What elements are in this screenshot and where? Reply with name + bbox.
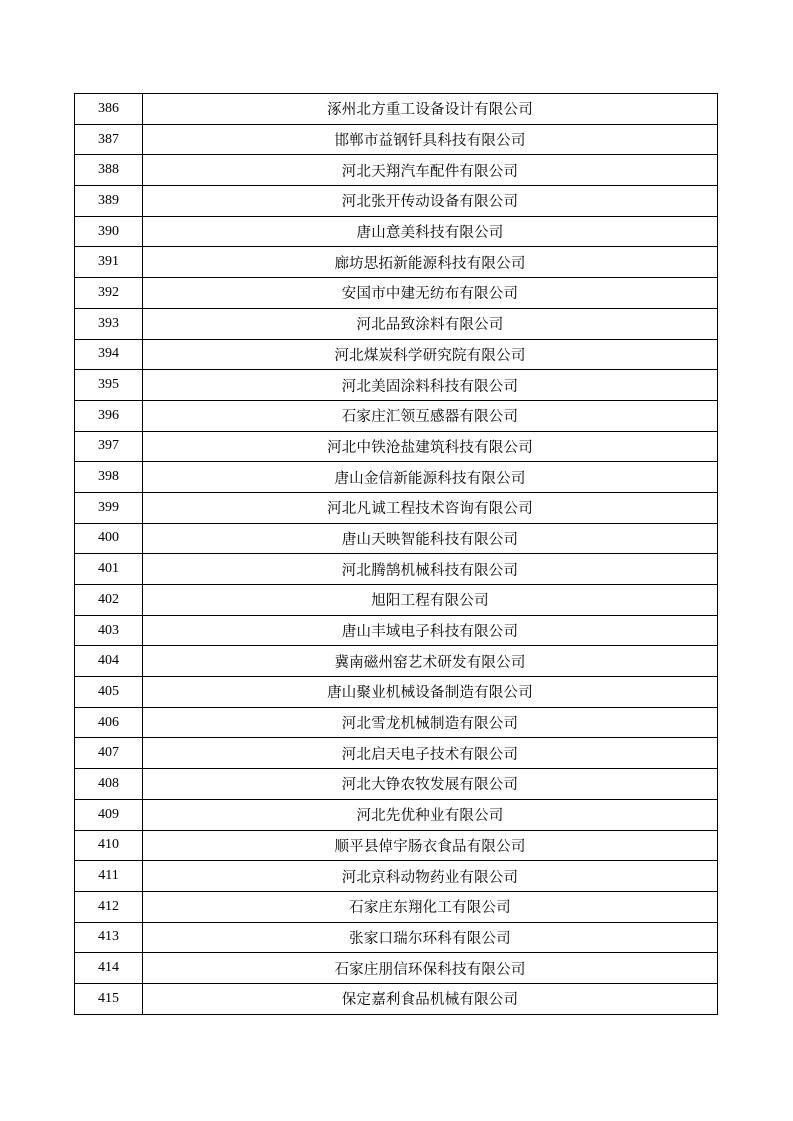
table-row	[75, 124, 718, 155]
row-number: 411	[75, 861, 143, 892]
table-row	[75, 492, 718, 523]
company-name: 石家庄汇领互感器有限公司	[143, 400, 718, 431]
table-row	[75, 247, 718, 278]
table-row	[75, 799, 718, 830]
row-number: 395	[75, 370, 143, 401]
table-row	[75, 554, 718, 585]
company-name: 河北煤炭科学研究院有限公司	[143, 339, 718, 370]
company-name: 河北张开传动设备有限公司	[143, 186, 718, 217]
table-row	[75, 953, 718, 984]
table-row	[75, 769, 718, 800]
table-row	[75, 585, 718, 616]
row-number: 392	[75, 278, 143, 309]
row-number: 408	[75, 769, 143, 800]
table-row	[75, 707, 718, 738]
company-name: 河北腾鹄机械科技有限公司	[143, 554, 718, 585]
table-row	[75, 738, 718, 769]
company-name: 石家庄朋信环保科技有限公司	[143, 953, 718, 984]
table-row	[75, 308, 718, 339]
company-name: 河北大铮农牧发展有限公司	[143, 769, 718, 800]
table-row	[75, 830, 718, 861]
company-name: 河北启天电子技术有限公司	[143, 738, 718, 769]
row-number: 400	[75, 523, 143, 554]
company-list-table	[74, 93, 718, 1015]
row-number: 401	[75, 554, 143, 585]
row-number: 398	[75, 462, 143, 493]
row-number: 387	[75, 124, 143, 155]
company-name: 河北天翔汽车配件有限公司	[143, 155, 718, 186]
row-number: 404	[75, 646, 143, 677]
row-number: 414	[75, 953, 143, 984]
company-name: 顺平县倬宇肠衣食品有限公司	[143, 830, 718, 861]
company-name: 保定嘉利食品机械有限公司	[143, 983, 718, 1014]
company-name: 河北雪龙机械制造有限公司	[143, 707, 718, 738]
row-number: 394	[75, 339, 143, 370]
table-row	[75, 462, 718, 493]
company-name: 唐山聚业机械设备制造有限公司	[143, 677, 718, 708]
table-row	[75, 431, 718, 462]
company-name: 河北中铁沧盐建筑科技有限公司	[143, 431, 718, 462]
table-body	[75, 94, 718, 1015]
table-row	[75, 186, 718, 217]
row-number: 413	[75, 922, 143, 953]
row-number: 415	[75, 983, 143, 1014]
company-name: 廊坊思拓新能源科技有限公司	[143, 247, 718, 278]
company-name: 唐山意美科技有限公司	[143, 216, 718, 247]
row-number: 405	[75, 677, 143, 708]
company-name: 河北美固涂料科技有限公司	[143, 370, 718, 401]
company-name: 安国市中建无纺布有限公司	[143, 278, 718, 309]
company-name: 河北品致涂料有限公司	[143, 308, 718, 339]
table-row	[75, 523, 718, 554]
table-row	[75, 891, 718, 922]
table-row	[75, 646, 718, 677]
table-row	[75, 615, 718, 646]
row-number: 402	[75, 585, 143, 616]
company-name: 旭阳工程有限公司	[143, 585, 718, 616]
company-name: 涿州北方重工设备设计有限公司	[143, 94, 718, 125]
table-row	[75, 216, 718, 247]
row-number: 396	[75, 400, 143, 431]
table-row	[75, 94, 718, 125]
company-name: 张家口瑞尔环科有限公司	[143, 922, 718, 953]
row-number: 386	[75, 94, 143, 125]
row-number: 397	[75, 431, 143, 462]
row-number: 406	[75, 707, 143, 738]
row-number: 407	[75, 738, 143, 769]
company-name: 唐山金信新能源科技有限公司	[143, 462, 718, 493]
table-row	[75, 278, 718, 309]
table-row	[75, 861, 718, 892]
company-name: 冀南磁州窑艺术研发有限公司	[143, 646, 718, 677]
row-number: 409	[75, 799, 143, 830]
table-row	[75, 677, 718, 708]
company-name: 唐山丰域电子科技有限公司	[143, 615, 718, 646]
company-name: 河北先优种业有限公司	[143, 799, 718, 830]
row-number: 399	[75, 492, 143, 523]
table-row	[75, 922, 718, 953]
company-name: 石家庄东翔化工有限公司	[143, 891, 718, 922]
row-number: 403	[75, 615, 143, 646]
row-number: 391	[75, 247, 143, 278]
row-number: 388	[75, 155, 143, 186]
company-name: 邯郸市益钢钎具科技有限公司	[143, 124, 718, 155]
table-row	[75, 400, 718, 431]
company-name: 唐山天映智能科技有限公司	[143, 523, 718, 554]
row-number: 390	[75, 216, 143, 247]
table-row	[75, 155, 718, 186]
table-row	[75, 370, 718, 401]
row-number: 412	[75, 891, 143, 922]
table-row	[75, 983, 718, 1014]
company-name: 河北京科动物药业有限公司	[143, 861, 718, 892]
table-row	[75, 339, 718, 370]
row-number: 389	[75, 186, 143, 217]
row-number: 410	[75, 830, 143, 861]
company-name: 河北凡诚工程技术咨询有限公司	[143, 492, 718, 523]
row-number: 393	[75, 308, 143, 339]
